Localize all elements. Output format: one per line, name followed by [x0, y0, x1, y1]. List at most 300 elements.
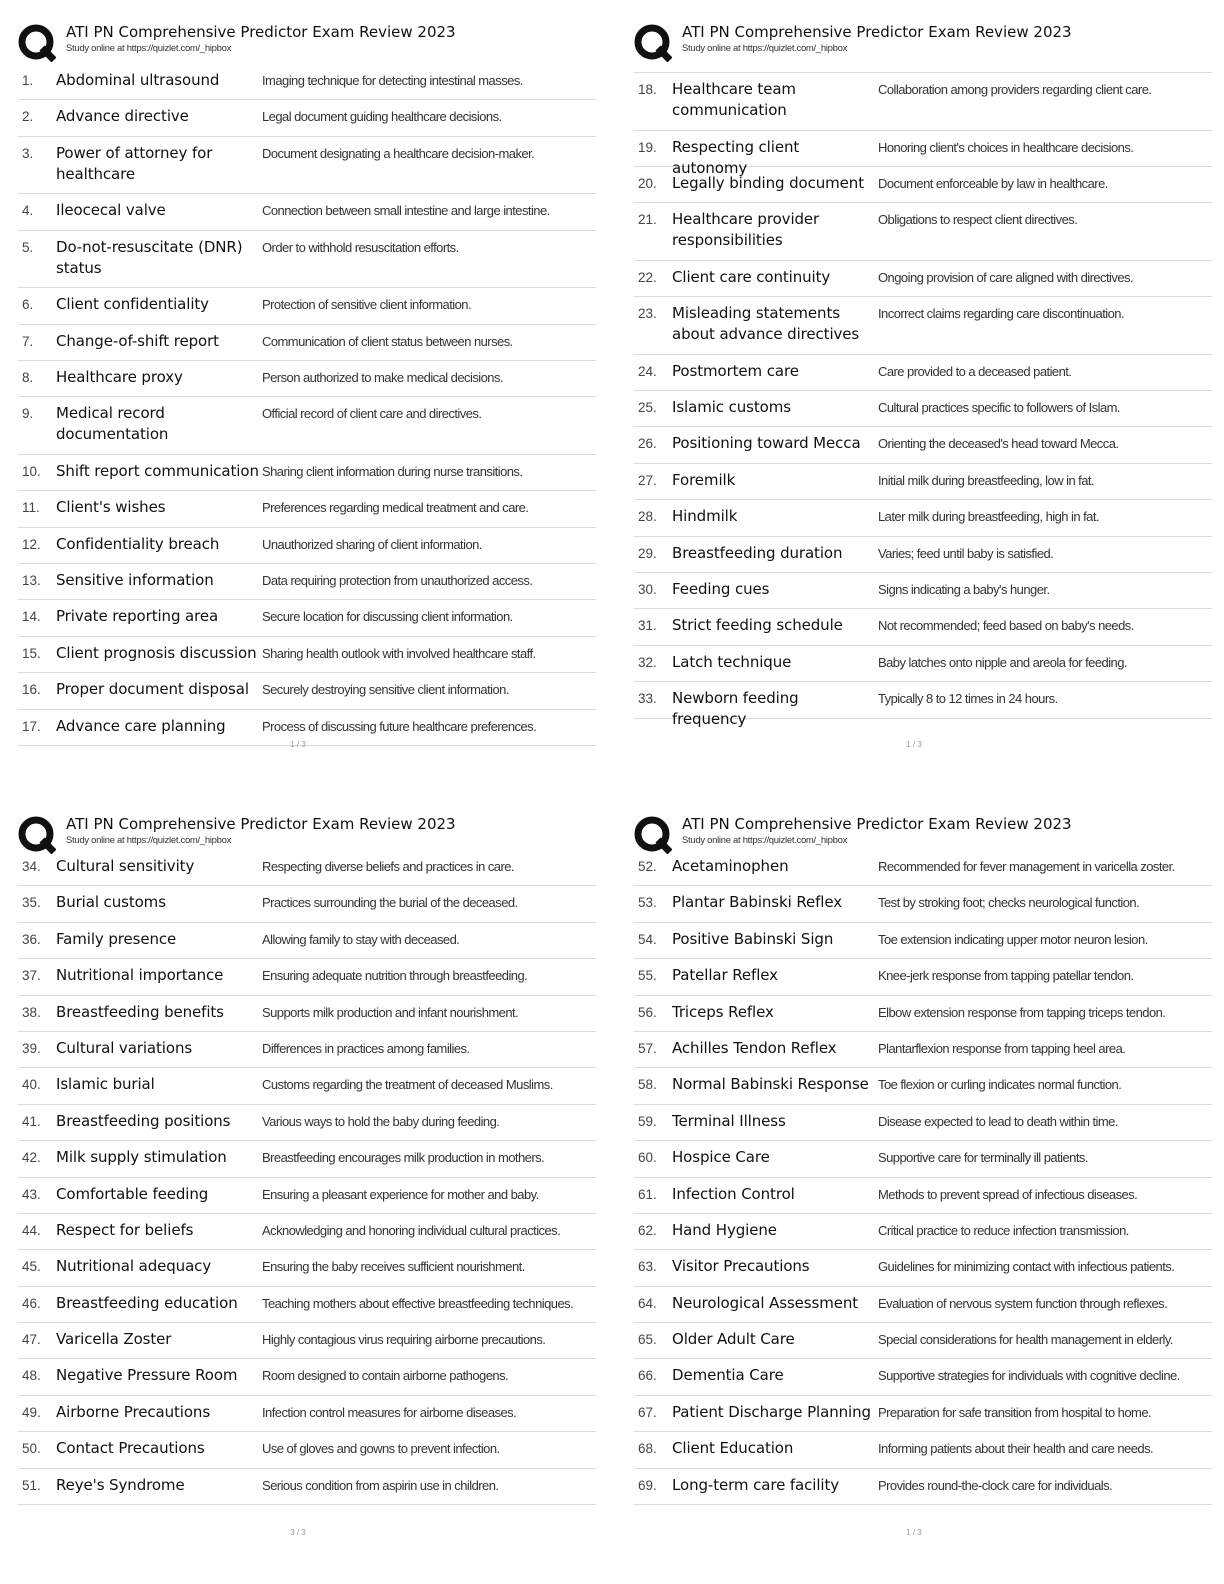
term-row	[634, 1105, 1212, 1141]
term-text: Islamic customs	[672, 398, 791, 417]
term-text: Confidentiality breach	[56, 534, 220, 553]
term-text: Breastfeeding education	[56, 1293, 238, 1312]
term-definition: Differences in practices among families.	[262, 1040, 470, 1056]
term-number: 15.	[22, 645, 41, 661]
term-text: Advance care planning	[56, 716, 226, 735]
term-number: 38.	[22, 1004, 41, 1020]
term-text: Infection Control	[672, 1184, 795, 1203]
term-number: 65.	[638, 1332, 657, 1348]
term-definition: Incorrect claims regarding care discontinuation.	[878, 306, 1125, 322]
term-definition: Highly contagious virus requiring airborne precautions.	[262, 1332, 546, 1348]
term-definition: Honoring client's choices in healthcare decisions.	[878, 139, 1134, 155]
term-definition: Plantarflexion response from tapping heel area.	[878, 1040, 1126, 1056]
document-subtitle: Study online at https://quizlet.com/_hipbox	[682, 43, 848, 54]
page-header	[18, 22, 596, 64]
term-definition: Data requiring protection from unauthorized access.	[262, 573, 533, 589]
term-definition: Ensuring the baby receives sufficient nourishment.	[262, 1259, 525, 1275]
term-definition: Acknowledging and honoring individual cultural practices.	[262, 1222, 561, 1238]
term-definition: Customs regarding the treatment of deceased Muslims.	[262, 1077, 553, 1093]
term-text: Burial customs	[56, 893, 166, 912]
term-row	[634, 1396, 1212, 1432]
term-definition: Toe flexion or curling indicates normal function.	[878, 1077, 1122, 1093]
term-number: 46.	[22, 1295, 41, 1311]
page-3	[18, 814, 596, 1537]
term-row	[634, 646, 1212, 682]
term-row	[634, 959, 1212, 995]
term-definition: Document enforceable by law in healthcare.	[878, 175, 1108, 191]
term-text: Proper document disposal	[56, 680, 249, 699]
term-text: Comfortable feeding	[56, 1184, 209, 1203]
term-text: Advance directive	[56, 107, 189, 126]
term-number: 49.	[22, 1404, 41, 1420]
term-text: Nutritional importance	[56, 966, 224, 985]
document-subtitle: Study online at https://quizlet.com/_hipbox	[66, 835, 232, 846]
term-row	[634, 1469, 1212, 1505]
term-definition: Ensuring a pleasant experience for mother and baby.	[262, 1186, 539, 1202]
quizlet-q-logo-icon	[634, 24, 672, 62]
term-number: 33.	[638, 691, 657, 707]
term-row	[18, 528, 596, 564]
term-row	[634, 682, 1212, 729]
term-number: 10.	[22, 463, 41, 479]
term-definition: Breastfeeding encourages milk production in mothers.	[262, 1150, 545, 1166]
term-number: 55.	[638, 968, 657, 984]
term-text: Negative Pressure Room	[56, 1366, 238, 1385]
term-definition: Toe extension indicating upper motor neuron lesion.	[878, 931, 1148, 947]
term-text: Airborne Precautions	[56, 1402, 211, 1421]
term-row	[634, 923, 1212, 959]
term-number: 16.	[22, 682, 41, 698]
term-text: Varicella Zoster	[56, 1330, 172, 1349]
term-definition: Supportive care for terminally ill patients.	[878, 1150, 1088, 1166]
document-title: ATI PN Comprehensive Predictor Exam Review 2023	[682, 815, 1072, 833]
term-row	[18, 1432, 596, 1468]
term-row	[18, 564, 596, 600]
term-text: Family presence	[56, 929, 177, 948]
term-definition: Elbow extension response from tapping triceps tendon.	[878, 1004, 1166, 1020]
term-text: Healthcare proxy	[56, 367, 183, 386]
term-definition: Methods to prevent spread of infectious diseases.	[878, 1186, 1138, 1202]
term-text: Positive Babinski Sign	[672, 929, 834, 948]
term-definition: Infection control measures for airborne diseases.	[262, 1404, 517, 1420]
term-definition: Varies; feed until baby is satisfied.	[878, 545, 1054, 561]
term-number: 4.	[22, 203, 34, 219]
term-text: Nutritional adequacy	[56, 1257, 212, 1276]
term-number: 13.	[22, 573, 41, 589]
term-text: Medical record documentation	[56, 404, 169, 444]
document-subtitle: Study online at https://quizlet.com/_hipbox	[682, 835, 848, 846]
term-definition: Various ways to hold the baby during feeding.	[262, 1113, 500, 1129]
term-text: Latch technique	[672, 652, 792, 671]
term-number: 22.	[638, 269, 657, 285]
term-number: 52.	[638, 859, 657, 874]
term-definition: Signs indicating a baby's hunger.	[878, 582, 1050, 598]
page-number: 3 / 3	[290, 1528, 306, 1537]
term-definition: Cultural practices specific to followers of Islam.	[878, 400, 1120, 416]
term-number: 29.	[638, 545, 657, 561]
term-definition: Person authorized to make medical decisions.	[262, 369, 503, 385]
term-definition: Practices surrounding the burial of the deceased.	[262, 895, 518, 911]
term-definition: Room designed to contain airborne pathogens.	[262, 1368, 509, 1384]
term-row	[634, 391, 1212, 427]
term-number: 35.	[22, 895, 41, 911]
term-number: 64.	[638, 1295, 657, 1311]
term-row	[18, 1214, 596, 1250]
term-row	[634, 1323, 1212, 1359]
term-definition: Not recommended; feed based on baby's needs.	[878, 618, 1134, 634]
term-definition: Preferences regarding medical treatment and care.	[262, 500, 529, 516]
term-definition: Baby latches onto nipple and areola for feeding.	[878, 654, 1127, 670]
term-text: Older Adult Care	[672, 1330, 795, 1349]
term-number: 69.	[638, 1477, 657, 1493]
term-definition: Special considerations for health management in elderly.	[878, 1332, 1173, 1348]
term-definition: Care provided to a deceased patient.	[878, 363, 1072, 379]
term-text: Client confidentiality	[56, 295, 209, 314]
term-text: Breastfeeding positions	[56, 1111, 231, 1130]
term-row	[18, 1068, 596, 1104]
term-text: Strict feeding schedule	[672, 616, 843, 635]
term-text: Hand Hygiene	[672, 1220, 777, 1239]
term-text: Triceps Reflex	[672, 1002, 774, 1021]
term-text: Achilles Tendon Reflex	[672, 1038, 837, 1057]
term-definition: Document designating a healthcare decision-maker.	[262, 145, 535, 161]
term-row	[18, 397, 596, 455]
term-text: Plantar Babinski Reflex	[672, 893, 843, 912]
term-row	[18, 959, 596, 995]
page-number: 1 / 3	[906, 740, 922, 749]
term-row	[18, 996, 596, 1032]
term-definition: Allowing family to stay with deceased.	[262, 931, 460, 947]
term-number: 9.	[22, 406, 34, 422]
term-row	[634, 1032, 1212, 1068]
document-title: ATI PN Comprehensive Predictor Exam Review 2023	[66, 815, 456, 833]
term-definition: Orienting the deceased's head toward Mecca.	[878, 436, 1119, 452]
term-text: Terminal Illness	[672, 1111, 786, 1130]
term-number: 31.	[638, 618, 657, 634]
term-text: Client Education	[672, 1439, 794, 1458]
term-definition: Communication of client status between nurses.	[262, 333, 513, 349]
term-number: 61.	[638, 1186, 657, 1202]
term-definition: Use of gloves and gowns to prevent infection.	[262, 1441, 500, 1457]
term-number: 18.	[638, 82, 657, 97]
term-number: 40.	[22, 1077, 41, 1093]
term-number: 51.	[22, 1477, 41, 1493]
term-row	[634, 886, 1212, 922]
term-row	[634, 131, 1212, 177]
term-definition: Unauthorized sharing of client information.	[262, 536, 482, 552]
term-text: Patellar Reflex	[672, 966, 778, 985]
term-row	[18, 1178, 596, 1214]
term-row	[18, 886, 596, 922]
term-row	[634, 203, 1212, 261]
term-row	[634, 1287, 1212, 1323]
term-number: 45.	[22, 1259, 41, 1275]
term-definition: Ongoing provision of care aligned with directives.	[878, 269, 1134, 285]
term-definition: Ensuring adequate nutrition through breastfeeding.	[262, 968, 528, 984]
quizlet-q-logo-icon	[634, 816, 672, 854]
term-row	[18, 64, 596, 100]
term-text: Healthcare team communication	[672, 80, 796, 119]
term-definition: Knee-jerk response from tapping patellar tendon.	[878, 968, 1134, 984]
term-number: 1.	[22, 73, 34, 88]
term-number: 2.	[22, 109, 34, 125]
term-text: Client prognosis discussion	[56, 643, 257, 662]
term-text: Cultural variations	[56, 1038, 193, 1057]
term-text: Legally binding document	[672, 173, 864, 192]
term-row	[18, 231, 596, 289]
term-definition: Process of discussing future healthcare preferences.	[262, 718, 537, 734]
term-definition: Official record of client care and directives.	[262, 406, 482, 422]
term-number: 28.	[638, 509, 657, 525]
term-definition: Securely destroying sensitive client information.	[262, 682, 509, 698]
term-text: Dementia Care	[672, 1366, 784, 1385]
page-number: 1 / 3	[290, 740, 306, 749]
term-row	[18, 1032, 596, 1068]
term-row	[18, 288, 596, 324]
term-definition: Imaging technique for detecting intestinal masses.	[262, 73, 523, 88]
term-row	[634, 500, 1212, 536]
term-text: Islamic burial	[56, 1075, 155, 1094]
term-definition: Guidelines for minimizing contact with infectious patients.	[878, 1259, 1175, 1275]
term-row	[634, 1178, 1212, 1214]
term-row	[634, 1432, 1212, 1468]
term-row	[634, 427, 1212, 463]
term-number: 11.	[22, 500, 40, 516]
term-text: Neurological Assessment	[672, 1293, 859, 1312]
term-row	[634, 1068, 1212, 1104]
term-list	[634, 850, 1212, 1505]
term-number: 68.	[638, 1441, 657, 1457]
term-definition: Provides round-the-clock care for individuals.	[878, 1477, 1113, 1493]
term-definition: Evaluation of nervous system function through reflexes.	[878, 1295, 1168, 1311]
term-row	[18, 137, 596, 195]
term-number: 67.	[638, 1404, 657, 1420]
term-text: Breastfeeding benefits	[56, 1002, 224, 1021]
term-row	[18, 100, 596, 136]
term-definition: Critical practice to reduce infection transmission.	[878, 1222, 1129, 1238]
term-text: Reye's Syndrome	[56, 1475, 185, 1494]
term-text: Shift report communication	[56, 461, 259, 480]
term-definition: Disease expected to lead to death within time.	[878, 1113, 1118, 1129]
term-number: 60.	[638, 1150, 657, 1166]
page-number: 1 / 3	[906, 1528, 922, 1537]
term-text: Respect for beliefs	[56, 1220, 194, 1239]
term-definition: Collaboration among providers regarding client care.	[878, 82, 1152, 97]
term-row	[18, 1396, 596, 1432]
term-text: Sensitive information	[56, 571, 214, 590]
term-definition: Supportive strategies for individuals with cognitive decline.	[878, 1368, 1180, 1384]
term-text: Client's wishes	[56, 498, 166, 517]
term-number: 20.	[638, 175, 657, 191]
term-number: 66.	[638, 1368, 657, 1384]
term-definition: Teaching mothers about effective breastfeeding techniques.	[262, 1295, 574, 1311]
term-number: 12.	[22, 536, 41, 552]
term-row	[18, 455, 596, 491]
term-row	[18, 923, 596, 959]
term-row	[18, 1323, 596, 1359]
term-text: Contact Precautions	[56, 1439, 205, 1458]
page-header	[634, 22, 1212, 64]
term-definition: Secure location for discussing client information.	[262, 609, 513, 625]
term-row	[634, 996, 1212, 1032]
term-row	[634, 537, 1212, 573]
term-text: Change-of-shift report	[56, 331, 219, 350]
term-row	[634, 609, 1212, 645]
term-number: 25.	[638, 400, 657, 416]
term-definition: Connection between small intestine and large intestine.	[262, 203, 550, 219]
term-definition: Supports milk production and infant nourishment.	[262, 1004, 519, 1020]
term-number: 32.	[638, 654, 657, 670]
term-list	[634, 72, 1212, 729]
term-number: 58.	[638, 1077, 657, 1093]
term-text: Hindmilk	[672, 507, 738, 526]
term-row	[18, 1469, 596, 1505]
term-definition: Typically 8 to 12 times in 24 hours.	[878, 691, 1058, 707]
term-text: Postmortem care	[672, 361, 799, 380]
term-row	[18, 637, 596, 673]
term-text: Abdominal ultrasound	[56, 71, 220, 89]
term-number: 48.	[22, 1368, 41, 1384]
term-text: Visitor Precautions	[672, 1257, 810, 1276]
term-row	[18, 1141, 596, 1177]
term-row	[634, 167, 1212, 203]
term-number: 62.	[638, 1222, 657, 1238]
document-title: ATI PN Comprehensive Predictor Exam Review 2023	[682, 23, 1072, 41]
term-row	[18, 1250, 596, 1286]
term-text: Misleading statements about advance directives	[672, 304, 860, 344]
term-text: Feeding cues	[672, 580, 770, 599]
document-title: ATI PN Comprehensive Predictor Exam Review 2023	[66, 23, 456, 41]
term-number: 34.	[22, 859, 41, 874]
term-number: 17.	[22, 718, 41, 734]
term-row	[634, 850, 1212, 886]
term-row	[634, 464, 1212, 500]
term-number: 41.	[22, 1113, 41, 1129]
term-number: 27.	[638, 472, 657, 488]
term-text: Ileocecal valve	[56, 201, 166, 220]
term-row	[634, 1214, 1212, 1250]
term-number: 23.	[638, 306, 657, 322]
term-definition: Order to withhold resuscitation efforts.	[262, 239, 459, 255]
term-definition: Informing patients about their health and care needs.	[878, 1441, 1154, 1457]
page-1	[18, 22, 596, 749]
term-number: 21.	[638, 212, 657, 228]
term-row	[18, 491, 596, 527]
term-number: 26.	[638, 436, 657, 452]
term-definition: Later milk during breastfeeding, high in fat.	[878, 509, 1099, 525]
term-definition: Serious condition from aspirin use in children.	[262, 1477, 499, 1493]
term-row	[18, 194, 596, 230]
term-text: Breastfeeding duration	[672, 543, 843, 562]
term-text: Newborn feeding frequency	[672, 689, 799, 729]
document-subtitle: Study online at https://quizlet.com/_hipbox	[66, 43, 232, 54]
term-number: 43.	[22, 1186, 41, 1202]
term-row	[18, 1359, 596, 1395]
term-number: 54.	[638, 931, 657, 947]
page-2	[634, 22, 1212, 749]
term-number: 5.	[22, 239, 34, 255]
term-number: 39.	[22, 1040, 41, 1056]
term-number: 59.	[638, 1113, 657, 1129]
term-definition: Respecting diverse beliefs and practices in care.	[262, 859, 514, 874]
page-4	[634, 814, 1212, 1537]
term-row	[18, 673, 596, 709]
term-row	[634, 261, 1212, 297]
term-number: 3.	[22, 145, 34, 161]
term-number: 24.	[638, 363, 657, 379]
term-number: 6.	[22, 297, 34, 313]
term-text: Cultural sensitivity	[56, 857, 195, 875]
term-row	[634, 73, 1212, 131]
term-definition: Protection of sensitive client information.	[262, 297, 472, 313]
term-number: 30.	[638, 582, 657, 598]
term-row	[634, 1250, 1212, 1286]
term-row	[634, 1359, 1212, 1395]
term-list	[18, 850, 596, 1505]
term-number: 19.	[638, 139, 657, 155]
term-text: Acetaminophen	[672, 857, 789, 875]
term-row	[18, 1287, 596, 1323]
quizlet-q-logo-icon	[18, 816, 56, 854]
term-text: Client care continuity	[672, 267, 831, 286]
term-number: 50.	[22, 1441, 41, 1457]
term-row	[634, 1141, 1212, 1177]
term-row	[18, 850, 596, 886]
term-number: 7.	[22, 333, 34, 349]
term-row	[18, 325, 596, 361]
term-number: 56.	[638, 1004, 657, 1020]
term-definition: Obligations to respect client directives.	[878, 212, 1078, 228]
term-number: 42.	[22, 1150, 41, 1166]
term-definition: Preparation for safe transition from hospital to home.	[878, 1404, 1152, 1420]
term-text: Patient Discharge Planning	[672, 1402, 871, 1421]
quizlet-q-logo-icon	[18, 24, 56, 62]
term-text: Hospice Care	[672, 1148, 770, 1167]
term-number: 14.	[22, 609, 41, 625]
term-text: Respecting client autonomy	[672, 137, 800, 177]
term-text: Normal Babinski Response	[672, 1075, 869, 1094]
term-row	[18, 1105, 596, 1141]
term-number: 53.	[638, 895, 657, 911]
term-text: Milk supply stimulation	[56, 1148, 227, 1167]
term-row	[18, 600, 596, 636]
term-number: 47.	[22, 1332, 41, 1348]
term-number: 8.	[22, 369, 34, 385]
term-number: 36.	[22, 931, 41, 947]
term-definition: Initial milk during breastfeeding, low in fat.	[878, 472, 1095, 488]
term-text: Healthcare provider responsibilities	[672, 210, 820, 250]
term-row	[634, 297, 1212, 355]
term-definition: Test by stroking foot; checks neurological function.	[878, 895, 1140, 911]
term-definition: Recommended for fever management in varicella zoster.	[878, 859, 1175, 874]
term-text: Long-term care facility	[672, 1475, 840, 1494]
term-list	[18, 64, 596, 746]
term-text: Foremilk	[672, 470, 736, 489]
term-text: Private reporting area	[56, 607, 219, 626]
term-text: Positioning toward Mecca	[672, 434, 861, 453]
term-number: 37.	[22, 968, 41, 984]
term-text: Do-not-resuscitate (DNR) status	[56, 237, 243, 277]
term-definition: Sharing health outlook with involved healthcare staff.	[262, 645, 536, 661]
term-row	[634, 573, 1212, 609]
term-definition: Legal document guiding healthcare decisions.	[262, 109, 502, 125]
term-number: 57.	[638, 1040, 657, 1056]
term-text: Power of attorney for healthcare	[56, 143, 213, 183]
term-row	[18, 361, 596, 397]
term-row	[634, 355, 1212, 391]
term-definition: Sharing client information during nurse transitions.	[262, 463, 523, 479]
term-number: 44.	[22, 1222, 41, 1238]
